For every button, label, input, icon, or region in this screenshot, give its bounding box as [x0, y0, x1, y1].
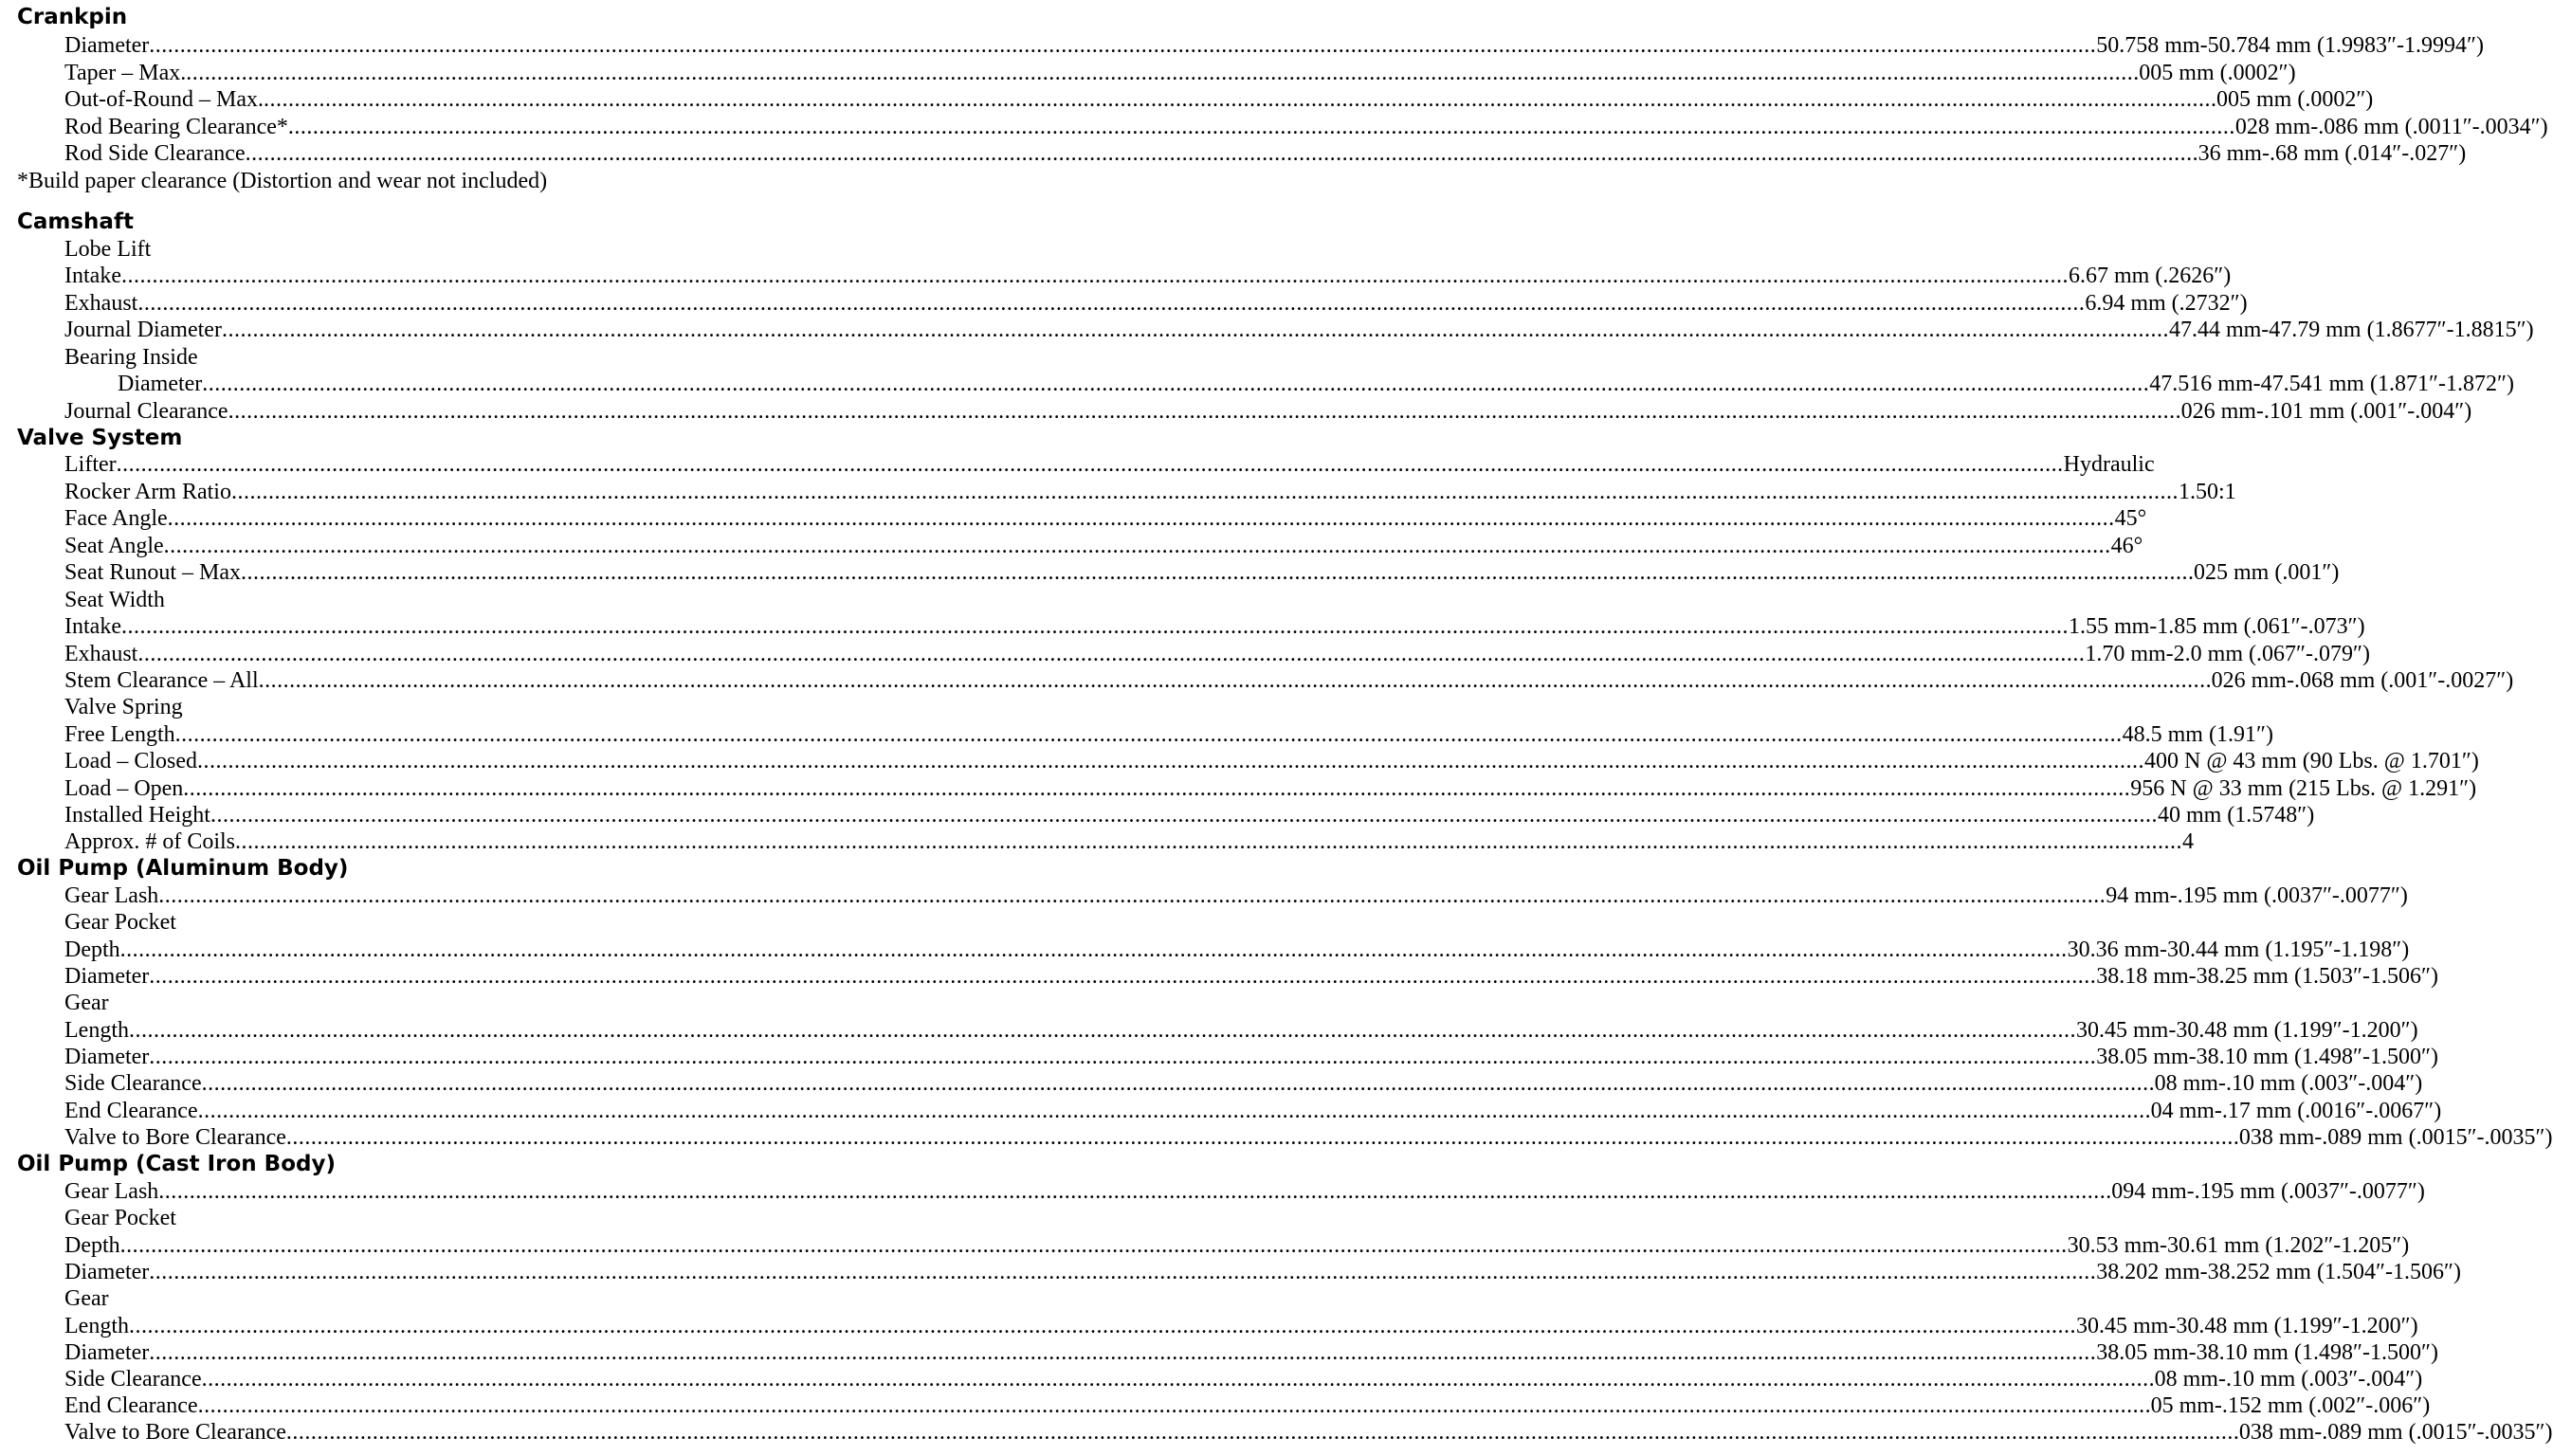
spec-label: Journal Clearance	[64, 399, 228, 424]
subheading-bearing-inside: Bearing Inside	[64, 345, 198, 370]
spec-label: End Clearance	[64, 1099, 198, 1123]
spec-label: Rocker Arm Ratio	[64, 480, 231, 504]
subheading-ci-gear-pocket: Gear Pocket	[64, 1206, 176, 1230]
leader-dots: ............................................................................................................................................................................................................................................................................................................................	[235, 829, 2182, 854]
spec-label: Gear Lash	[64, 883, 159, 908]
leader-dots: ............................................................................................................................................................................................................................................................................................................................	[287, 115, 2235, 139]
leader-dots: ............................................................................................................................................................................................................................................................................................................................	[285, 1125, 2234, 1150]
spec-label: Face Angle	[64, 506, 168, 531]
spec-value: 45°	[2114, 506, 2147, 531]
subheading-valve-spring: Valve Spring	[64, 695, 183, 719]
spec-label: Seat Runout – Max	[64, 560, 241, 585]
leader-dots: ............................................................................................................................................................................................................................................................................................................................	[221, 318, 2169, 342]
section-heading-camshaft: Camshaft	[17, 209, 134, 234]
spec-label: Stem Clearance – All	[64, 668, 259, 693]
spec-row-load-closed	[64, 748, 2479, 774]
spec-row-seat-angle	[64, 533, 2143, 559]
spec-value: 1.50:1	[2178, 480, 2236, 504]
leader-dots: ............................................................................................................................................................................................................................................................................................................................	[241, 560, 2188, 585]
spec-value: .026 mm-.068 mm (.001″-.0027″)	[2205, 668, 2514, 693]
spec-label: Free Length	[64, 722, 175, 747]
spec-label: Valve to Bore Clearance	[64, 1420, 286, 1445]
spec-label: Side Clearance	[64, 1367, 202, 1392]
spec-value: 956 N @ 33 mm (215 Lbs. @ 1.291″)	[2130, 776, 2477, 801]
spec-value: .038 mm-.089 mm (.0015″-.0035″)	[2233, 1420, 2553, 1445]
spec-label: Journal Diameter	[64, 318, 222, 342]
leader-dots: ............................................................................................................................................................................................................................................................................................................................	[158, 1179, 2106, 1204]
spec-label: Length	[64, 1314, 129, 1338]
spec-label: Diameter	[64, 964, 150, 989]
spec-value: 47.44 mm-47.79 mm (1.8677″-1.8815″)	[2168, 318, 2534, 342]
spec-row-seat-width-exhaust	[64, 641, 2370, 667]
spec-value: .05 mm-.152 mm (.002″-.006″)	[2144, 1393, 2431, 1418]
spec-label: Diameter	[64, 1045, 150, 1069]
spec-row-crankpin-rod-bearing-clearance	[64, 114, 2548, 140]
spec-row-crankpin-taper	[64, 60, 2296, 86]
leader-dots: ............................................................................................................................................................................................................................................................................................................................	[174, 722, 2123, 747]
spec-row-al-side-clearance	[64, 1070, 2423, 1097]
spec-value: 30.45 mm-30.48 mm (1.199″-1.200″)	[2075, 1018, 2418, 1043]
spec-row-ci-gear-diameter	[64, 1339, 2438, 1366]
spec-row-installed-height	[64, 802, 2315, 828]
spec-value: .025 mm (.001″)	[2188, 560, 2340, 585]
spec-row-coils	[64, 828, 2194, 855]
leader-dots: ............................................................................................................................................................................................................................................................................................................................	[183, 776, 2131, 801]
spec-value: Hydraulic	[2063, 452, 2155, 477]
spec-row-ci-pocket-depth	[64, 1232, 2410, 1259]
spec-label: Diameter	[118, 372, 203, 396]
spec-value: 30.45 mm-30.48 mm (1.199″-1.200″)	[2075, 1314, 2418, 1338]
spec-label: Diameter	[64, 1340, 150, 1365]
spec-label: Out-of-Round – Max.	[64, 87, 264, 112]
spec-value: 47.516 mm-47.541 mm (1.871″-1.872″)	[2149, 372, 2514, 396]
spec-label: Rod Side Clearance	[64, 141, 246, 166]
spec-value: 38.05 mm-38.10 mm (1.498″-1.500″)	[2096, 1340, 2438, 1365]
spec-row-camshaft-journal-diameter	[64, 317, 2534, 343]
spec-row-face-angle	[64, 505, 2147, 532]
spec-value: 1.55 mm-1.85 mm (.061″-.073″)	[2068, 614, 2365, 639]
spec-value: .005 mm (.0002″)	[2210, 87, 2374, 112]
spec-label: Length	[64, 1018, 129, 1043]
spec-value: 48.5 mm (1.91″)	[2122, 722, 2273, 747]
spec-row-camshaft-intake	[64, 263, 2232, 289]
spec-row-crankpin-diameter	[64, 32, 2484, 59]
spec-row-lifter	[64, 451, 2155, 478]
leader-dots: ............................................................................................................................................................................................................................................................................................................................	[149, 1340, 2097, 1365]
leader-dots: ............................................................................................................................................................................................................................................................................................................................	[149, 1260, 2097, 1284]
spec-label: Load – Closed	[64, 749, 197, 774]
leader-dots: ............................................................................................................................................................................................................................................................................................................................	[119, 937, 2068, 962]
leader-dots: ............................................................................................................................................................................................................................................................................................................................	[228, 399, 2176, 424]
spec-value: .005 mm (.0002″)	[2133, 61, 2296, 85]
spec-label: End Clearance	[64, 1393, 198, 1418]
spec-value: .04 mm-.17 mm (.0016″-.0067″)	[2144, 1099, 2442, 1123]
spec-value: 1.70 mm-2.0 mm (.067″-.079″)	[2085, 642, 2370, 666]
leader-dots: ............................................................................................................................................................................................................................................................................................................................	[137, 291, 2086, 316]
spec-row-free-length	[64, 721, 2273, 748]
spec-row-crankpin-rod-side-clearance	[64, 140, 2467, 167]
spec-label: Rod Bearing Clearance*	[64, 115, 288, 139]
leader-dots: ............................................................................................................................................................................................................................................................................................................................	[245, 141, 2193, 166]
spec-value: 50.758 mm-50.784 mm (1.9983″-1.9994″)	[2096, 33, 2484, 58]
leader-dots: ............................................................................................................................................................................................................................................................................................................................	[120, 264, 2069, 288]
leader-dots: ............................................................................................................................................................................................................................................................................................................................	[137, 642, 2086, 666]
leader-dots: ............................................................................................................................................................................................................................................................................................................................	[116, 452, 2064, 477]
spec-label: Diameter	[64, 1260, 150, 1284]
leader-dots: ............................................................................................................................................................................................................................................................................................................................	[167, 506, 2115, 531]
leader-dots: ............................................................................................................................................................................................................................................................................................................................	[210, 803, 2158, 828]
spec-row-camshaft-bearing-diameter	[118, 371, 2514, 397]
spec-label: Depth	[64, 937, 120, 962]
spec-label: Installed Height	[64, 803, 210, 828]
leader-dots: ............................................................................................................................................................................................................................................................................................................................	[201, 1367, 2149, 1392]
spec-value: 4	[2182, 829, 2194, 854]
spec-label: Approx. # of Coils	[64, 829, 235, 854]
spec-value: .038 mm-.089 mm (.0015″-.0035″)	[2233, 1125, 2553, 1150]
spec-label: Intake	[64, 614, 121, 639]
leader-dots: ............................................................................................................................................................................................................................................................................................................................	[230, 480, 2179, 504]
spec-value: .36 mm-.68 mm (.014″-.027″)	[2192, 141, 2467, 166]
spec-value: .094 mm-.195 mm (.0037″-.0077″)	[2106, 1179, 2425, 1204]
spec-value: 400 N @ 43 mm (90 Lbs. @ 1.701″)	[2143, 749, 2479, 774]
leader-dots: ............................................................................................................................................................................................................................................................................................................................	[202, 372, 2150, 396]
spec-row-camshaft-exhaust	[64, 290, 2248, 317]
spec-label: Depth	[64, 1233, 120, 1258]
spec-label: Side Clearance	[64, 1071, 202, 1096]
spec-value: 38.202 mm-38.252 mm (1.504″-1.506″)	[2096, 1260, 2461, 1284]
spec-row-ci-pocket-diameter	[64, 1259, 2461, 1285]
spec-row-load-open	[64, 775, 2477, 802]
leader-dots: ............................................................................................................................................................................................................................................................................................................................	[263, 87, 2211, 112]
spec-row-rocker-arm-ratio	[64, 479, 2236, 505]
spec-row-ci-end-clearance	[64, 1392, 2431, 1419]
spec-label: Seat Angle	[64, 534, 164, 558]
spec-label: Lifter	[64, 452, 117, 477]
spec-row-al-pocket-diameter	[64, 963, 2438, 990]
leader-dots: ............................................................................................................................................................................................................................................................................................................................	[120, 614, 2069, 639]
leader-dots: ............................................................................................................................................................................................................................................................................................................................	[285, 1420, 2234, 1445]
spec-row-ci-side-clearance	[64, 1366, 2423, 1392]
spec-row-ci-valve-bore-clearance	[64, 1419, 2553, 1446]
spec-value: 46°	[2110, 534, 2143, 558]
spec-row-seat-runout	[64, 559, 2340, 586]
spec-row-al-gear-length	[64, 1017, 2418, 1044]
spec-row-camshaft-journal-clearance	[64, 398, 2472, 425]
spec-label: Diameter	[64, 33, 150, 58]
spec-label: Intake	[64, 264, 121, 288]
spec-value: 94 mm-.195 mm (.0037″-.0077″)	[2106, 883, 2408, 908]
leader-dots: ............................................................................................................................................................................................................................................................................................................................	[149, 964, 2097, 989]
spec-label: Taper – Max.	[64, 61, 187, 85]
spec-row-al-pocket-depth	[64, 937, 2410, 963]
leader-dots: ............................................................................................................................................................................................................................................................................................................................	[258, 668, 2206, 693]
leader-dots: ............................................................................................................................................................................................................................................................................................................................	[158, 883, 2106, 908]
spec-value: 38.05 mm-38.10 mm (1.498″-1.500″)	[2096, 1045, 2438, 1069]
spec-value: .08 mm-.10 mm (.003″-.004″)	[2148, 1071, 2423, 1096]
section-heading-oil-pump-cast-iron: Oil Pump (Cast Iron Body)	[17, 1152, 336, 1176]
subheading-seat-width: Seat Width	[64, 588, 165, 612]
spec-label: Exhaust	[64, 291, 138, 316]
footnote-build-paper-clearance: *Build paper clearance (Distortion and wear not included)	[17, 169, 548, 193]
spec-row-al-valve-bore-clearance	[64, 1124, 2553, 1151]
spec-label: Valve to Bore Clearance	[64, 1125, 286, 1150]
leader-dots: ............................................................................................................................................................................................................................................................................................................................	[128, 1314, 2076, 1338]
subheading-ci-gear: Gear	[64, 1286, 109, 1311]
spec-row-seat-width-intake	[64, 613, 2365, 640]
leader-dots: ............................................................................................................................................................................................................................................................................................................................	[149, 1045, 2097, 1069]
spec-row-al-gear-diameter	[64, 1044, 2438, 1070]
spec-row-ci-gear-lash	[64, 1178, 2425, 1205]
leader-dots: ............................................................................................................................................................................................................................................................................................................................	[149, 33, 2097, 58]
leader-dots: ............................................................................................................................................................................................................................................................................................................................	[197, 1099, 2145, 1123]
section-heading-valve-system: Valve System	[17, 426, 183, 450]
leader-dots: ............................................................................................................................................................................................................................................................................................................................	[186, 61, 2134, 85]
spec-row-stem-clearance	[64, 667, 2514, 694]
spec-value: .026 mm-.101 mm (.001″-.004″)	[2175, 399, 2472, 424]
spec-row-crankpin-out-of-round	[64, 86, 2374, 113]
spec-label: Gear Lash	[64, 1179, 159, 1204]
spec-value: 028 mm-.086 mm (.0011″-.0034″)	[2234, 115, 2548, 139]
leader-dots: ............................................................................................................................................................................................................................................................................................................................	[128, 1018, 2076, 1043]
spec-value: .08 mm-.10 mm (.003″-.004″)	[2148, 1367, 2423, 1392]
section-heading-crankpin: Crankpin	[17, 5, 128, 29]
leader-dots: ............................................................................................................................................................................................................................................................................................................................	[197, 1393, 2145, 1418]
leader-dots: ............................................................................................................................................................................................................................................................................................................................	[196, 749, 2144, 774]
spec-value: 38.18 mm-38.25 mm (1.503″-1.506″)	[2096, 964, 2438, 989]
spec-row-ci-gear-length	[64, 1313, 2418, 1339]
leader-dots: ............................................................................................................................................................................................................................................................................................................................	[201, 1071, 2149, 1096]
spec-row-al-end-clearance	[64, 1098, 2442, 1124]
spec-row-al-gear-lash	[64, 883, 2408, 909]
leader-dots: ............................................................................................................................................................................................................................................................................................................................	[119, 1233, 2068, 1258]
spec-label: Load – Open	[64, 776, 184, 801]
spec-value: 30.36 mm-30.44 mm (1.195″-1.198″)	[2067, 937, 2410, 962]
section-heading-oil-pump-aluminum: Oil Pump (Aluminum Body)	[17, 856, 349, 881]
spec-value: 30.53 mm-30.61 mm (1.202″-1.205″)	[2067, 1233, 2410, 1258]
subheading-al-gear: Gear	[64, 991, 109, 1015]
subheading-lobe-lift: Lobe Lift	[64, 237, 152, 262]
subheading-al-gear-pocket: Gear Pocket	[64, 910, 176, 935]
spec-value: 40 mm (1.5748″)	[2157, 803, 2315, 828]
spec-value: 6.67 mm (.2626″)	[2068, 264, 2232, 288]
leader-dots: ............................................................................................................................................................................................................................................................................................................................	[163, 534, 2111, 558]
spec-value: 6.94 mm (.2732″)	[2085, 291, 2248, 316]
spec-label: Exhaust	[64, 642, 138, 666]
